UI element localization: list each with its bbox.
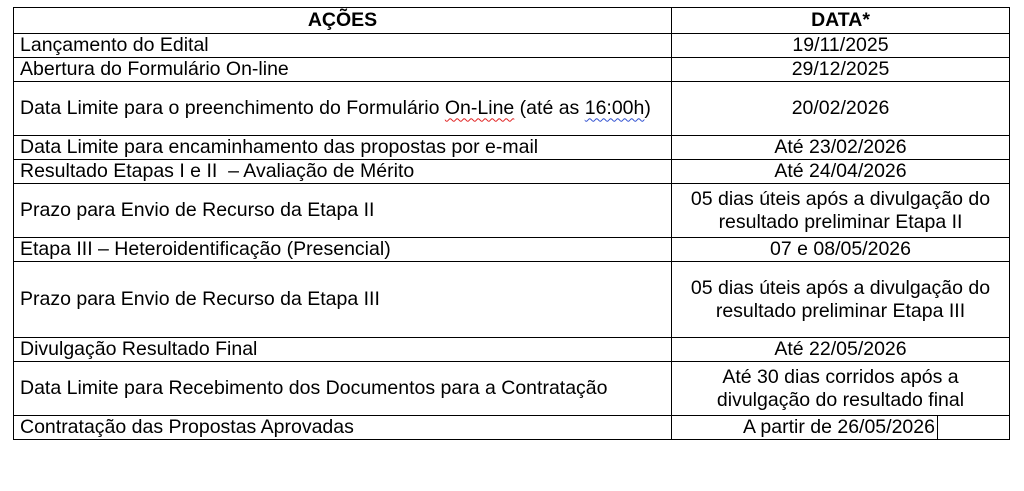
table-row <box>14 136 1010 160</box>
action-text: Data Limite para o preenchimento do Formulário <box>20 97 445 120</box>
table-row <box>14 34 1010 58</box>
date-cell: 07 e 08/05/2026 <box>672 238 1010 262</box>
grammar-check-word: 16:00h <box>584 97 645 120</box>
action-cell: Abertura do Formulário On-line <box>14 58 672 82</box>
action-cell: Etapa III – Heteroidentificação (Presencial) <box>14 238 672 262</box>
action-cell: Data Limite para encaminhamento das propostas por e-mail <box>14 136 672 160</box>
action-text: (até as <box>514 97 585 120</box>
table-row <box>14 262 1010 338</box>
table-body <box>14 34 1010 440</box>
action-cell <box>14 82 672 136</box>
table-row <box>14 82 1010 136</box>
date-cell <box>672 416 1010 440</box>
action-cell: Divulgação Resultado Final <box>14 338 672 362</box>
header-acoes: AÇÕES <box>14 8 672 34</box>
spellcheck-word: On-Line <box>444 97 515 120</box>
table-row <box>14 416 1010 440</box>
schedule-table <box>13 7 1010 440</box>
date-cell: Até 30 dias corridos após a divulgação do resultado final <box>672 362 1010 416</box>
date-cell: 19/11/2025 <box>672 34 1010 58</box>
action-text: ) <box>644 97 651 120</box>
table-header <box>14 8 1010 34</box>
action-cell: Data Limite para Recebimento dos Documentos para a Contratação <box>14 362 672 416</box>
cropped-previous-text <box>920 0 960 2</box>
table-row <box>14 184 1010 238</box>
date-cell: 05 dias úteis após a divulgação do resultado preliminar Etapa III <box>672 262 1010 338</box>
date-cell: Até 22/05/2026 <box>672 338 1010 362</box>
action-cell: Lançamento do Edital <box>14 34 672 58</box>
date-cell: 29/12/2025 <box>672 58 1010 82</box>
action-cell: Contratação das Propostas Aprovadas <box>14 416 672 440</box>
header-row <box>14 8 1010 34</box>
date-cell: Até 23/02/2026 <box>672 136 1010 160</box>
date-cell: 05 dias úteis após a divulgação do resultado preliminar Etapa II <box>672 184 1010 238</box>
table-row <box>14 58 1010 82</box>
table-row <box>14 238 1010 262</box>
date-cell: Até 24/04/2026 <box>672 160 1010 184</box>
action-cell: Resultado Etapas I e II – Avaliação de Mérito <box>14 160 672 184</box>
date-cell: 20/02/2026 <box>672 82 1010 136</box>
action-cell: Prazo para Envio de Recurso da Etapa III <box>14 262 672 338</box>
header-data: DATA* <box>672 8 1010 34</box>
table-row <box>14 362 1010 416</box>
action-cell: Prazo para Envio de Recurso da Etapa II <box>14 184 672 238</box>
table-row <box>14 338 1010 362</box>
date-text: A partir de 26/05/2026 <box>743 416 938 439</box>
table-row <box>14 160 1010 184</box>
